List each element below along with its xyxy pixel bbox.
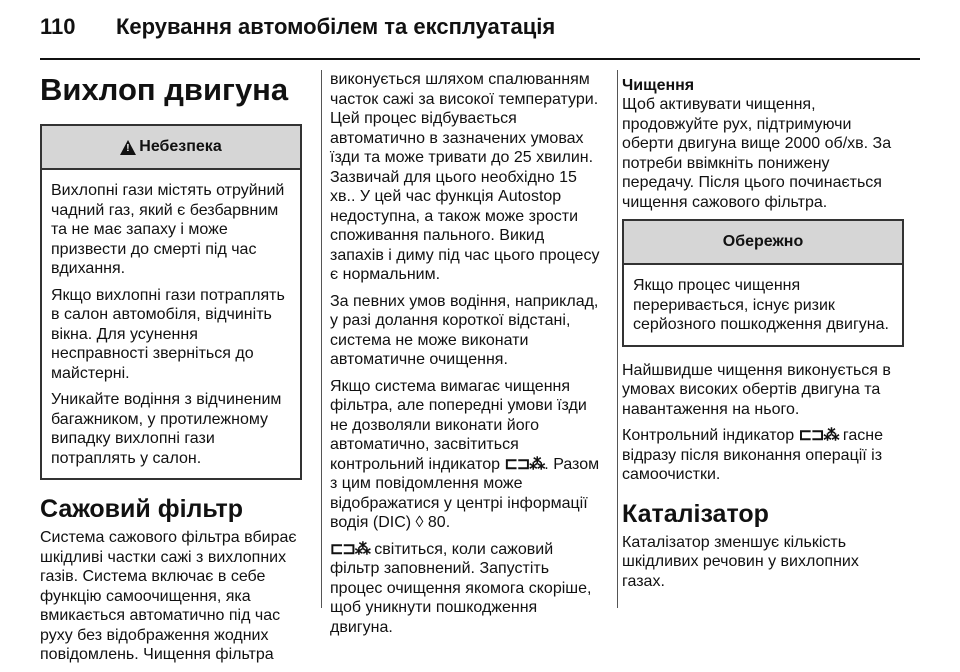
header-divider — [40, 58, 920, 60]
danger-text-1: Вихлопні гази містять отруйний чадний газ, який є безбарвним та не має запаху і може призвести до смерті під час вдихання. — [51, 182, 285, 277]
caution-box — [622, 219, 904, 347]
danger-text-2: Якщо вихлопні гази потраплять в салон автомобіля, відчиніть вікна. Для усунення несправності зверніться до майстерні. — [51, 286, 285, 382]
soot-filter-indicator-icon: ⊏⊐⁂ — [330, 540, 370, 558]
caution-box-header — [624, 221, 902, 265]
caution-box-body — [624, 265, 902, 345]
section-title-exhaust: Вихлоп двигуна — [40, 72, 289, 107]
section-title-soot-filter: Сажовий фільтр — [40, 495, 244, 523]
danger-box-heading: Небезпека — [139, 138, 222, 155]
danger-box-body — [42, 170, 300, 478]
column-divider-2 — [617, 70, 618, 608]
soot-filter-indicator-icon: ⊏⊐⁂ — [504, 455, 545, 473]
column-2 — [330, 70, 602, 644]
page-reference: 80. — [427, 514, 451, 531]
page-reference-icon: ◊ — [415, 514, 424, 531]
column-1 — [40, 70, 302, 672]
danger-box — [40, 124, 302, 480]
catalyst-text: Каталізатор зменшує кількість шкідливих речовин у вихлопних газах. — [622, 533, 859, 590]
caution-text: Якщо процес чищення переривається, існує ризик серйозного пошкодження двигуна. — [633, 277, 889, 333]
section-title-catalyst: Каталізатор — [622, 499, 769, 528]
running-title: Керування автомобілем та експлуатація — [116, 14, 556, 39]
column-divider-1 — [321, 70, 322, 608]
column-3 — [622, 70, 904, 598]
soot-filter-text-2: виконується шляхом спалюванням часток сажі за високої температури. Цей процес відбувається автоматично в зазначених умовах їзди та може тривати до 25 хвилин. Зазвичай для цього необхідно 15 хв.. У цей час функція Autostop недоступна, а також може зрости споживання пального. Викид запахів і диму під час цього процесу є нормальним. — [330, 71, 600, 283]
cleaning-text-2: Найшвидше чищення виконується в умовах високих обертів двигуна та навантаження на нього. — [622, 361, 891, 418]
subsection-title-cleaning: Чищення — [622, 77, 695, 94]
danger-box-header — [42, 126, 300, 170]
cleaning-text-3: Контрольний індикатор ⊏⊐⁂ гасне відразу після виконання операції із самоочистки. — [622, 427, 884, 483]
caution-box-heading: Обережно — [722, 233, 804, 250]
soot-filter-text-3: За певних умов водіння, наприклад, у разі долання короткої відстані, система не може виконати автоматичне очищення. — [330, 292, 599, 368]
soot-filter-text-4: Якщо система вимагає чищення фільтра, але попередні умови їзди не дозволяли виконати його автоматично, засвітиться контрольний індикатор ⊏⊐⁂. Разом з цим повідомлення може відображатися у центрі інформації водія (DIC) ◊ 80. — [330, 377, 600, 531]
soot-filter-text-1: Система сажового фільтра вбирає шкідливі частки сажі з вихлопних газів. Система включає в себе функцію самоочищення, яка вмикається автоматично під час руху без відображення жодних повідомлень. Чищення фільтра — [40, 529, 297, 663]
cleaning-text-1: Щоб активувати чищення, продовжуйте рух, підтримуючи оберти двигуна вище 2000 об/хв. За потреби ввімкніть понижену передачу. Після цього починається чищення сажового фільтра. — [622, 96, 892, 211]
danger-text-3: Уникайте водіння з відчиненим багажником, у протилежному випадку вихлопні гази потраплять у салон. — [51, 391, 282, 467]
soot-filter-indicator-icon: ⊏⊐⁂ — [798, 427, 839, 444]
soot-filter-text-5: ⊏⊐⁂ світиться, коли сажовий фільтр заповнений. Запустіть процес очищення якомога скоріше, щоб уникнути пошкодження двигуна. — [330, 540, 592, 636]
page-number: 110 — [40, 14, 76, 39]
page-header — [40, 14, 920, 48]
warning-triangle-icon — [120, 140, 136, 155]
